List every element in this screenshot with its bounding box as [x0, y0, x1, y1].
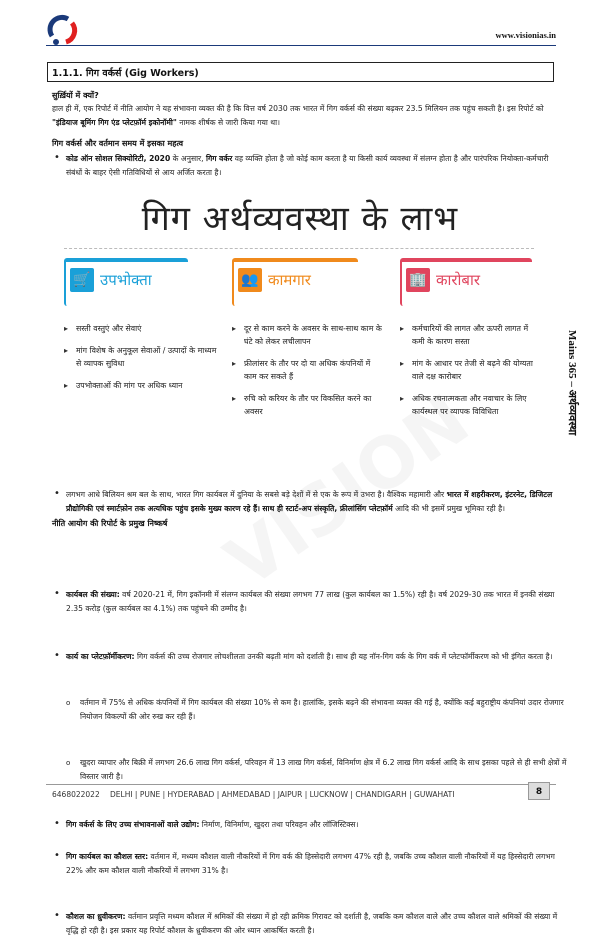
list-item: ▸ मांग विशेष के अनुकूल सेवाओं / उत्पादों के माध्यम से व्यापक सुविधा — [64, 344, 219, 370]
list-item: ▸ दूर से काम करने के अवसर के साथ-साथ काम के घंटे को लेकर लचीलापन — [232, 322, 382, 348]
workforce-paragraph: • लगभग आधे बिलियन श्रम बल के साथ, भारत गिग कार्यबल में दुनिया के सबसे बड़े देशों में से एक के रूप में उभरा है। वैश्विक महामारी और भारत में शहरीकरण, इंटरनेट, डिजिटल प्रौद्योगिकी एवं स्मार्टफ़ोन तक अत्यधिक पहुंच इसके मुख्य कारण रहे हैं। साथ ही स्टार्ट-अप संस्कृति, फ्रीलांसिंग प्लेटफ़ॉर्म आदि की भी इसमें प्रमुख भूमिका रही है। — [52, 488, 566, 516]
list-item: ▸ सस्ती वस्तुएं और सेवाएं — [64, 322, 219, 335]
header-divider — [46, 45, 556, 46]
site-url[interactable]: www.visionias.in — [495, 30, 556, 40]
consumer-label: उपभोक्ता — [100, 271, 152, 289]
news-paragraph: हाल ही में, एक रिपोर्ट में नीति आयोग ने यह संभावना व्यक्त की है कि वित्त वर्ष 2030 तक भारत में गिग वर्कर्स की संख्या बढ़कर 23.5 मिलियन तक पहुंच सकती है। इस रिपोर्ट को "इंडियाज बूमिंग गिग एंड प्लेटफ़ॉर्म इकोनॉमी" नामक शीर्षक से जारी किया गया था। — [52, 104, 544, 127]
list-item: ▸ मांग के आधार पर तेजी से बढ़ने की योग्यता वाले दक्ष कारोबार — [400, 357, 540, 383]
importance-heading: गिग वर्कर्स और वर्तमान समय में इसका महत्व — [52, 139, 184, 148]
gig-worker-definition: • कोड ऑन सोशल सिक्योरिटी, 2020 के अनुसार, गिग वर्कर वह व्यक्ति होता है जो कोई काम करता है या किसी कार्य व्यवस्था में संलग्न होता है और पारंपरिक नियोक्ता-कर्मचारी संबंधों के बाहर ऐसी गतिविधियों से आय अर्जित करता है। — [52, 152, 554, 180]
worker-benefits — [232, 322, 382, 427]
shopping-cart-icon: 🛒 — [70, 268, 94, 292]
section-title: 1.1.1. गिग वर्कर्स (Gig Workers) — [52, 68, 199, 79]
infographic-divider — [64, 248, 534, 249]
finding-skill-level: • गिग कार्यबल का कौशल स्तर: वर्तमान में, मध्यम कौशल वाली नौकरियों में गिग वर्क की हिस्सेदारी लगभग 47% रही है, जबकि उच्च कौशल वाली नौकरियों में यह हिस्सेदारी लगभग 22% और कम कौशल वाली नौकरियों में लगभग 31% है। — [52, 850, 566, 878]
infographic-title: गिग अर्थव्यवस्था के लाभ — [141, 199, 459, 239]
footer-divider — [46, 784, 556, 785]
side-section-label: Mains 365 – अर्थव्यवस्था — [566, 330, 578, 436]
worker-label: कामगार — [268, 271, 311, 289]
news-heading: सुर्ख़ियों में क्यों? — [52, 91, 99, 100]
document-code: 6468022022 — [52, 790, 100, 799]
finding-skill-polarization: • कौशल का ध्रुवीकरण: वर्तमान प्रवृत्ति मध्यम कौशल में श्रमिकों की संख्या में हो रही क्रमिक गिरावट को दर्शाती है, जबकि कम कौशल वाले और उच्च कौशल वाले श्रमिकों की संख्या में वृद्धि हो रही है। इस प्रकार यह रिपोर्ट कौशल के ध्रुवीकरण की ओर ध्यान आकर्षित करती है। — [52, 910, 566, 938]
page-number: 8 — [528, 782, 550, 800]
workers-icon: 👥 — [238, 268, 262, 292]
finding-workforce-count: • कार्यबल की संख्या: वर्ष 2020-21 में, गिग इकॉनमी में संलग्न कार्यबल की संख्या लगभग 77 लाख (कुल कार्यबल का 1.5%) रही है। वर्ष 2029-30 तक भारत में इनकी संख्या 2.35 करोड़ (कुल कार्यबल का 4.1%) तक पहुंचने की उम्मीद है। — [52, 588, 566, 616]
list-item: ▸ अधिक रचनात्मकता और नवाचार के लिए कार्यस्थल पर व्यापक विविधिता — [400, 392, 540, 418]
vision-ias-logo — [46, 14, 80, 48]
business-label: कारोबार — [436, 271, 481, 289]
finding-sub-companies: o वर्तमान में 75% से अधिक कंपनियों में गिग कार्यबल की संख्या 10% से कम है। हालांकि, इसके बढ़ने की संभावना व्यक्त की गई है, क्योंकि कई बहुराष्ट्रीय कंपनियां उदार रोजगार नियोजन विकल्पों की ओर रुख कर रही हैं। — [52, 696, 580, 724]
finding-sub-sectors: o खुदरा व्यापार और बिक्री में लगभग 26.6 लाख गिग वर्कर्स, परिवहन में 13 लाख गिग वर्कर्स, विनिर्माण क्षेत्र में 6.2 लाख गिग वर्कर्स आदि के साथ इसका पहले से ही सभी क्षेत्रों में विस्तार जारी है। — [52, 756, 580, 784]
office-building-icon: 🏢 — [406, 268, 430, 292]
list-item: ▸ कर्मचारियों की लागत और ऊपरी लागत में कमी के कारण सस्ता — [400, 322, 540, 348]
list-item: ▸ उपभोक्ताओं की मांग पर अधिक ध्यान — [64, 379, 219, 392]
findings-heading: नीति आयोग की रिपोर्ट के प्रमुख निष्कर्ष — [52, 519, 168, 528]
finding-industries: • गिग वर्कर्स के लिए उच्च संभावनाओं वाले उद्योग: निर्माण, विनिर्माण, खुदरा तथा परिवहन और लॉजिस्टिक्स। — [52, 818, 566, 832]
footer-cities: DELHI | PUNE | HYDERABAD | AHMEDABAD | JAIPUR | LUCKNOW | CHANDIGARH | GUWAHATI — [110, 790, 455, 799]
list-item: ▸ रुचि को करियर के तौर पर विकसित करने का अवसर — [232, 392, 382, 418]
finding-platformization: • कार्य का प्लेटफ़ॉर्मीकरण: गिग वर्कर्स की उच्च रोजगार लोचशीलता उनकी बढ़ती मांग को दर्शाती है। साथ ही यह नॉन-गिग वर्क के गिग वर्क में प्लेटफॉर्मीकरण को भी इंगित करता है। — [52, 650, 566, 664]
consumer-benefits — [64, 322, 219, 401]
list-item: ▸ फ्रीलांसर के तौर पर दो या अधिक कंपनियों में काम कर सकते हैं — [232, 357, 382, 383]
